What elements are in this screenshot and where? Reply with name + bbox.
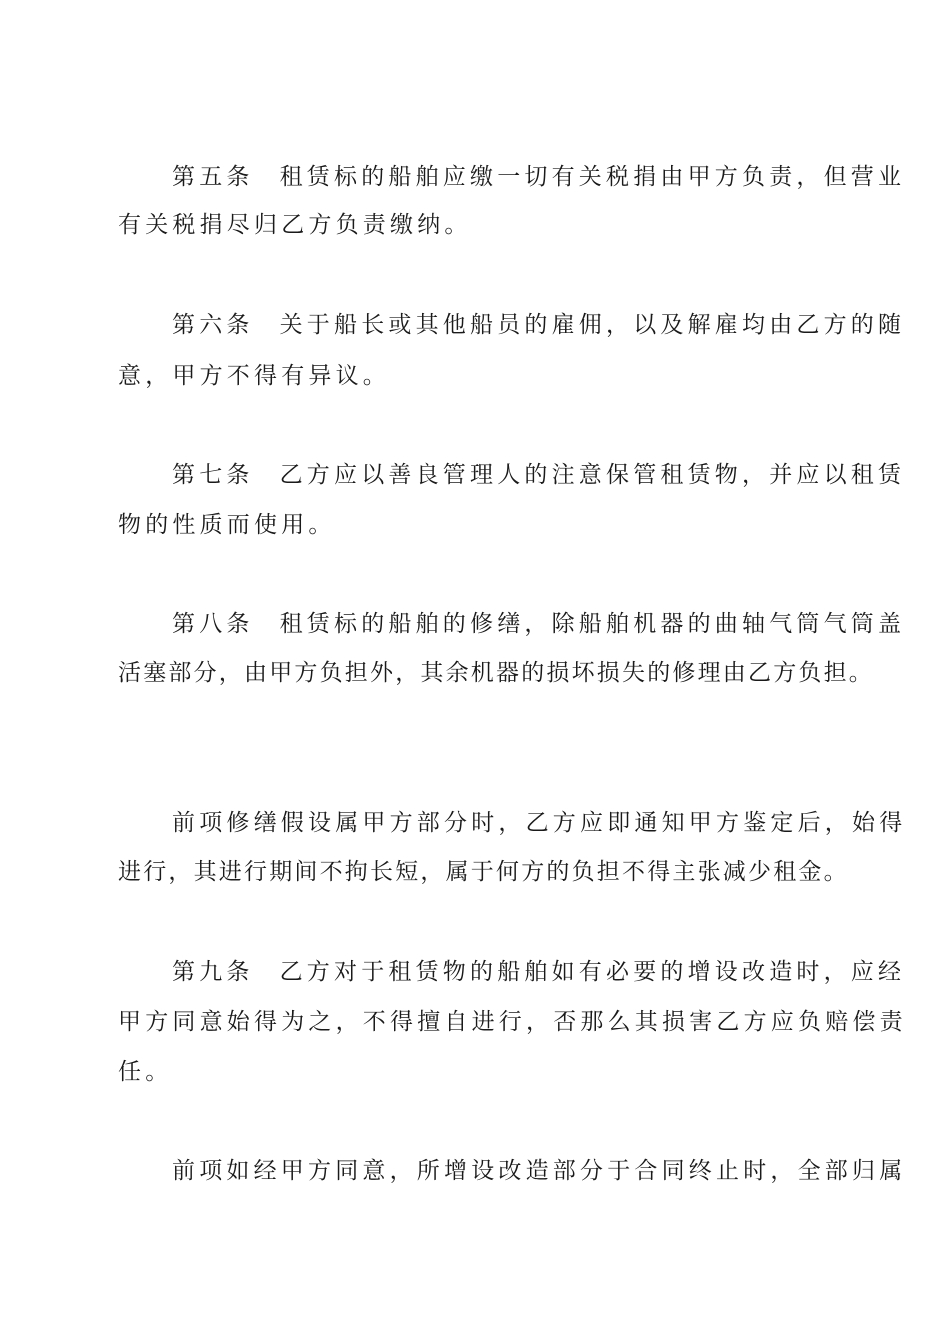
article-number: 第五条 [172, 164, 254, 190]
article-9-line-3 [118, 1061, 172, 1084]
paragraph-8b-line-2 [118, 861, 849, 884]
article-text: 甲方同意始得为之，不得擅自进行，否那么其损害乙方应负赔偿责 [118, 1009, 907, 1035]
paragraph-8b-line-1 [172, 812, 906, 835]
article-7-line-2 [118, 514, 336, 537]
article-9-line-2 [118, 1011, 907, 1034]
article-number: 第八条 [172, 611, 254, 637]
paragraph-text: 进行，其进行期间不拘长短，属于何方的负担不得主张减少租金。 [118, 859, 849, 885]
article-number: 第六条 [172, 312, 254, 338]
paragraph-text: 前项修缮假设属甲方部分时，乙方应即通知甲方鉴定后，始得 [172, 810, 907, 836]
article-text: 任。 [118, 1059, 173, 1085]
article-9-line-1 [172, 961, 905, 984]
article-8-line-1 [172, 613, 905, 636]
article-number: 第七条 [172, 462, 254, 488]
article-text: 关于船长或其他船员的雇佣，以及解雇均由乙方的随 [279, 312, 906, 338]
paragraph-text: 前项如经甲方同意，所增设改造部分于合同终止时，全部归属 [172, 1158, 907, 1184]
article-7-line-1 [172, 464, 905, 487]
article-text: 租赁标的船舶的修缮，除船舶机器的曲轴气筒气筒盖 [279, 611, 906, 637]
article-text: 意，甲方不得有异议。 [118, 363, 390, 389]
article-5-line-2 [118, 214, 472, 237]
article-text: 乙方应以善良管理人的注意保管租赁物，并应以租赁 [279, 462, 906, 488]
article-text: 有关税捐尽归乙方负责缴纳。 [118, 212, 472, 238]
paragraph-9b-line-1 [172, 1160, 906, 1183]
article-6-line-1 [172, 314, 905, 337]
article-text: 租赁标的船舶应缴一切有关税捐由甲方负责，但营业 [279, 164, 906, 190]
article-text: 活塞部分，由甲方负担外，其余机器的损坏损失的修理由乙方负担。 [118, 660, 874, 686]
article-text: 乙方对于租赁物的船舶如有必要的增设改造时，应经 [279, 959, 906, 985]
article-6-line-2 [118, 365, 390, 388]
article-8-line-2 [118, 662, 874, 685]
article-number: 第九条 [172, 959, 254, 985]
article-5-line-1 [172, 166, 905, 189]
article-text: 物的性质而使用。 [118, 512, 336, 538]
